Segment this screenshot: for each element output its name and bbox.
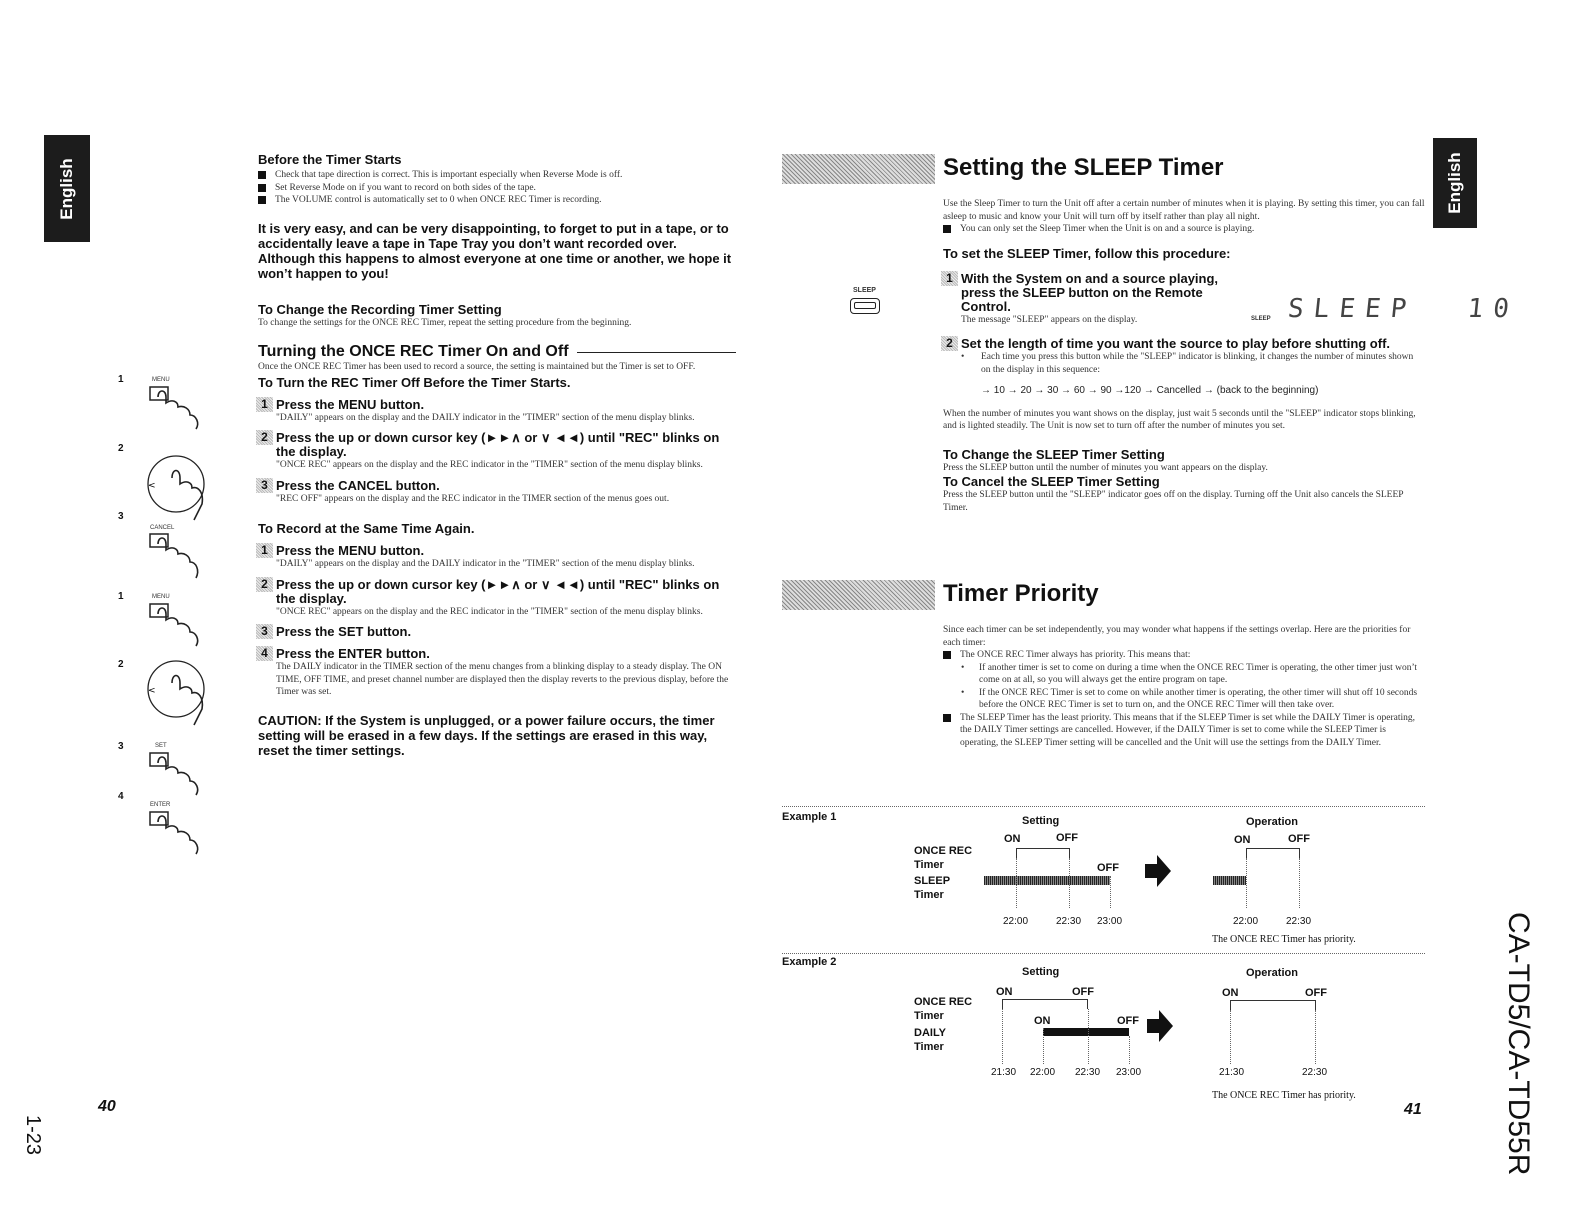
- once-rec-bar: [1246, 848, 1300, 858]
- step-number: 1: [256, 397, 273, 412]
- off-label: OFF: [1056, 832, 1078, 844]
- hand-press-icon: [148, 385, 208, 430]
- on-label: ON: [1222, 987, 1239, 999]
- language-tab-left: English: [44, 135, 90, 242]
- step-item: [943, 337, 1425, 398]
- bullet-item: The VOLUME control is automatically set to 0 when ONCE REC Timer is recording.: [258, 194, 736, 207]
- off-label: OFF: [1305, 987, 1327, 999]
- onoff-text: Once the ONCE REC Timer has been used to record a source, the setting is maintained but the Timer is set to OFF.: [258, 362, 696, 372]
- time-label: 22:30: [1056, 916, 1082, 927]
- hand-press-icon: [148, 751, 208, 796]
- time-gridline: [1246, 858, 1247, 908]
- time-label: 22:00: [1030, 1067, 1056, 1078]
- left-page-column: [258, 152, 736, 758]
- margin-key-label: SET: [155, 743, 167, 749]
- step-text: "ONCE REC" appears on the display and the REC indicator in the "TIMER" section of the menu display blinks.: [276, 606, 703, 617]
- arrow-right-icon: [1147, 1010, 1173, 1042]
- bullet-item: The SLEEP Timer has the least priority. This means that if the SLEEP Timer is set while the DAILY Timer is operating, the DAILY Timer settings are cancelled. However, if the DAILY Timer is set to come while the SLEEP Timer is operating, the SLEEP Timer setting will be cancelled and the Unit will use the settings from the DAILY Timer.: [943, 712, 1425, 750]
- step-number: 4: [256, 646, 273, 661]
- row-label: ONCE REC Timer: [914, 996, 973, 1022]
- step-number: 2: [941, 336, 958, 351]
- lcd-display: SLEEP 10: [1286, 293, 1521, 324]
- language-tab-right: English: [1433, 138, 1477, 228]
- step-title: Press the MENU button.: [276, 396, 425, 412]
- example-label: Example 1: [782, 811, 837, 823]
- step-text: "ONCE REC" appears on the display and the REC indicator in the "TIMER" section of the menu display blinks.: [276, 460, 703, 470]
- once-rec-bar: [1016, 848, 1070, 858]
- step-item: [258, 647, 736, 699]
- time-gridline: [1088, 1009, 1089, 1064]
- time-label: 21:30: [991, 1067, 1017, 1078]
- margin-key-label: MENU: [152, 377, 170, 383]
- step-text: "REC OFF" appears on the display and the REC indicator in the TIMER section of the menus goes out.: [276, 493, 670, 504]
- cursor-dial-icon: [138, 448, 218, 528]
- side-page-number: 1-23: [22, 1115, 44, 1156]
- step-item: [258, 578, 736, 619]
- warning-text: It is very easy, and can be very disappointing, to forget to put in a tape, or to accidentally leave a tape in Tape Tray you don’t want recorded over. Although this happens to almost everyone at one time or another, we hope it won’t happen to you!: [258, 220, 732, 281]
- row-label: ONCE REC Timer: [914, 845, 973, 871]
- step-title: Press the ENTER button.: [276, 646, 430, 661]
- margin-step-number: 3: [118, 741, 124, 752]
- step-item: [258, 625, 736, 639]
- row-label: DAILY Timer: [914, 1027, 946, 1053]
- margin-step-number: 2: [118, 443, 124, 454]
- step-number: 1: [941, 271, 958, 286]
- sub-bullet: • If another timer is set to come on during a time when the ONCE REC Timer is operating, the other timer just won’t come on at all, so you will always get the entire program on tape.: [943, 662, 1425, 687]
- row-label: SLEEP Timer: [914, 875, 950, 901]
- title-hatch-bar: [782, 580, 935, 610]
- step-title: Press the up or down cursor key (►►∧ or ∨ ◄◄) until "REC" blinks on the display.: [276, 576, 720, 606]
- hand-press-icon: [148, 810, 208, 855]
- step-text: "DAILY" appears on the display and the DAILY indicator in the "TIMER" section of the menu display blinks.: [276, 559, 695, 569]
- step-number: 1: [256, 543, 273, 558]
- time-label: 21:30: [1219, 1067, 1245, 1078]
- svg-text:<: <: [148, 481, 156, 491]
- on-label: ON: [1034, 1015, 1051, 1027]
- priority-note: The ONCE REC Timer has priority.: [1212, 1090, 1356, 1101]
- step-item: [258, 431, 736, 472]
- step-number: 3: [256, 624, 273, 639]
- step-title: Press the up or down cursor key (►►∧ or ∨ ◄◄) until "REC" blinks on the display.: [276, 430, 720, 459]
- bullet-item: Check that tape direction is correct. This is important especially when Reverse Mode is off.: [258, 169, 736, 182]
- change-recording-heading: To Change the Recording Timer Setting: [258, 301, 502, 317]
- sleep-section: [943, 198, 1521, 514]
- time-gridline: [1129, 1036, 1130, 1064]
- step-title: With the System on and a source playing, press the SLEEP button on the Remote Control.: [961, 270, 1219, 314]
- priority-section: [943, 624, 1425, 749]
- sleep-title: Setting the SLEEP Timer: [943, 154, 1224, 181]
- priority-title: Timer Priority: [943, 580, 1099, 607]
- margin-step-number: 2: [118, 659, 124, 670]
- model-number: CA-TD5/CA-TD55R: [1502, 912, 1535, 1176]
- cancel-sleep-heading: To Cancel the SLEEP Timer Setting: [943, 474, 1160, 489]
- sleep-sequence: → 10 → 20 → 30 → 60 → 90 →120 → Cancelled → (back to the beginning): [981, 385, 1319, 396]
- sub-bullet: • If the ONCE REC Timer is set to come on while another timer is operating, the other timer will shut off 10 seconds before the ONCE REC Timer is set to turn on, and the ONCE REC Timer will then take over.: [943, 687, 1425, 712]
- time-gridline: [1016, 858, 1017, 908]
- step-text: The message "SLEEP" appears on the display.: [961, 314, 1138, 325]
- once-rec-bar: [1230, 1000, 1316, 1010]
- step-title: Set the length of time you want the source to play before shutting off.: [961, 336, 1391, 351]
- page-number-left: 40: [98, 1098, 116, 1115]
- step-item: [258, 398, 736, 425]
- time-gridline: [1230, 1010, 1231, 1064]
- setting-label: Setting: [1022, 966, 1060, 978]
- off-label: OFF: [1288, 833, 1310, 845]
- caution-text: CAUTION: If the System is unplugged, or a power failure occurs, the timer setting will be erased in a few days. If the settings are erased in this way, reset the timer settings.: [258, 712, 715, 758]
- before-timer-heading: Before the Timer Starts: [258, 152, 402, 167]
- off-label: OFF: [1097, 862, 1119, 874]
- time-label: 23:00: [1116, 1067, 1142, 1078]
- sleep-procedure-heading: To set the SLEEP Timer, follow this procedure:: [943, 245, 1231, 261]
- onoff-section-header: [258, 343, 736, 361]
- change-recording-text: To change the settings for the ONCE REC Timer, repeat the setting procedure from the beginning.: [258, 317, 632, 328]
- on-label: ON: [996, 986, 1013, 998]
- daily-bar: [1043, 1028, 1129, 1036]
- sleep-after-text: When the number of minutes you want shows on the display, just wait 5 seconds until the "SLEEP" indicator stops blinking, and is lighted steadily. The Unit is now set to turn off after the number of minutes you set.: [943, 408, 1416, 431]
- on-label: ON: [1004, 833, 1021, 845]
- on-label: ON: [1234, 834, 1251, 846]
- time-label: 22:00: [1233, 916, 1259, 927]
- title-hatch-bar: [782, 154, 935, 184]
- time-label: 22:30: [1302, 1067, 1328, 1078]
- record-again-heading: To Record at the Same Time Again.: [258, 521, 475, 536]
- step-item: [943, 270, 1521, 327]
- hand-press-icon: [148, 602, 208, 647]
- step-item: [258, 544, 736, 571]
- divider: [782, 953, 1425, 954]
- margin-step-number: 1: [118, 591, 124, 602]
- cursor-dial-icon: [138, 653, 218, 733]
- operation-label: Operation: [1246, 967, 1298, 979]
- before-timer-bullets: [258, 169, 736, 207]
- onoff-heading: Turning the ONCE REC Timer On and Off: [258, 343, 569, 360]
- sleep-bar: [1213, 876, 1246, 885]
- time-label: 22:30: [1075, 1067, 1101, 1078]
- bullet-item: Set Reverse Mode on if you want to record on both sides of the tape.: [258, 182, 736, 195]
- time-gridline: [1043, 1028, 1044, 1064]
- step-text: "DAILY" appears on the display and the DAILY indicator in the "TIMER" section of the menu display blinks.: [276, 412, 695, 423]
- time-gridline: [1299, 858, 1300, 908]
- priority-intro: Since each timer can be set independently, you may wonder what happens if the settings overlap. Here are the priorities for each timer:: [943, 625, 1411, 648]
- change-sleep-heading: To Change the SLEEP Timer Setting: [943, 446, 1165, 462]
- time-label: 22:00: [1003, 916, 1029, 927]
- time-label: 23:00: [1097, 916, 1123, 927]
- display-tag: SLEEP: [1251, 315, 1271, 322]
- heading-rule: [577, 352, 736, 353]
- cancel-sleep-text: Press the SLEEP button until the "SLEEP" indicator goes off on the display. Turning off the Unit also cancels the SLEEP Timer.: [943, 490, 1404, 513]
- margin-key-label: MENU: [152, 594, 170, 600]
- step-number: 3: [256, 478, 273, 493]
- sleep-button-label: SLEEP: [853, 287, 876, 294]
- step-title: Press the MENU button.: [276, 543, 425, 558]
- turn-off-subheading: To Turn the REC Timer Off Before the Timer Starts.: [258, 374, 571, 390]
- operation-label: Operation: [1246, 816, 1298, 828]
- change-sleep-text: Press the SLEEP button until the number of minutes you want appears on the display.: [943, 462, 1268, 473]
- time-gridline: [1315, 1010, 1316, 1064]
- margin-step-number: 4: [118, 791, 124, 802]
- priority-note: The ONCE REC Timer has priority.: [1212, 934, 1356, 945]
- sleep-button-icon: [850, 298, 880, 314]
- time-gridline: [1110, 876, 1111, 908]
- time-gridline: [1069, 858, 1070, 908]
- step-number: 2: [256, 577, 273, 592]
- time-label: 22:30: [1286, 916, 1312, 927]
- svg-text:<: <: [148, 686, 156, 696]
- step-number: 2: [256, 430, 273, 445]
- margin-step-number: 1: [118, 374, 124, 385]
- step-title: Press the CANCEL button.: [276, 477, 440, 493]
- step-title: Press the SET button.: [276, 624, 412, 639]
- step-text: • Each time you press this button while the "SLEEP" indicator is blinking, it changes the number of minutes shown on the display in this sequence:: [943, 351, 1425, 376]
- setting-label: Setting: [1022, 815, 1060, 827]
- time-gridline: [1002, 1009, 1003, 1064]
- hand-press-icon: [148, 532, 208, 580]
- step-item: [258, 479, 736, 506]
- margin-step-number: 3: [118, 511, 124, 522]
- margin-key-label: CANCEL: [150, 525, 175, 531]
- sleep-intro: Use the Sleep Timer to turn the Unit off after a certain number of minutes when it is playing. By setting this timer, you can fall asleep to music and know your Unit will turn off by itself rather than play all night.: [943, 199, 1425, 222]
- page-number-right: 41: [1404, 1101, 1422, 1118]
- bullet-item: You can only set the Sleep Timer when the Unit is on and a source is playing.: [943, 223, 1425, 236]
- step-text: The DAILY indicator in the TIMER section of the menu changes from a blinking display to a steady display. The ON TIME, OFF TIME, and preset channel number are displayed then the display reverts to the previous display, before the Timer was set.: [276, 662, 729, 697]
- arrow-right-icon: [1145, 855, 1171, 887]
- off-label: OFF: [1072, 986, 1094, 998]
- off-label: OFF: [1117, 1015, 1139, 1027]
- bullet-item: The ONCE REC Timer always has priority. This means that:: [943, 649, 1425, 662]
- margin-key-label: ENTER: [150, 802, 171, 808]
- sleep-bar: [984, 876, 1110, 885]
- example-label: Example 2: [782, 956, 837, 968]
- once-rec-bar: [1002, 999, 1088, 1009]
- divider: [782, 806, 1425, 807]
